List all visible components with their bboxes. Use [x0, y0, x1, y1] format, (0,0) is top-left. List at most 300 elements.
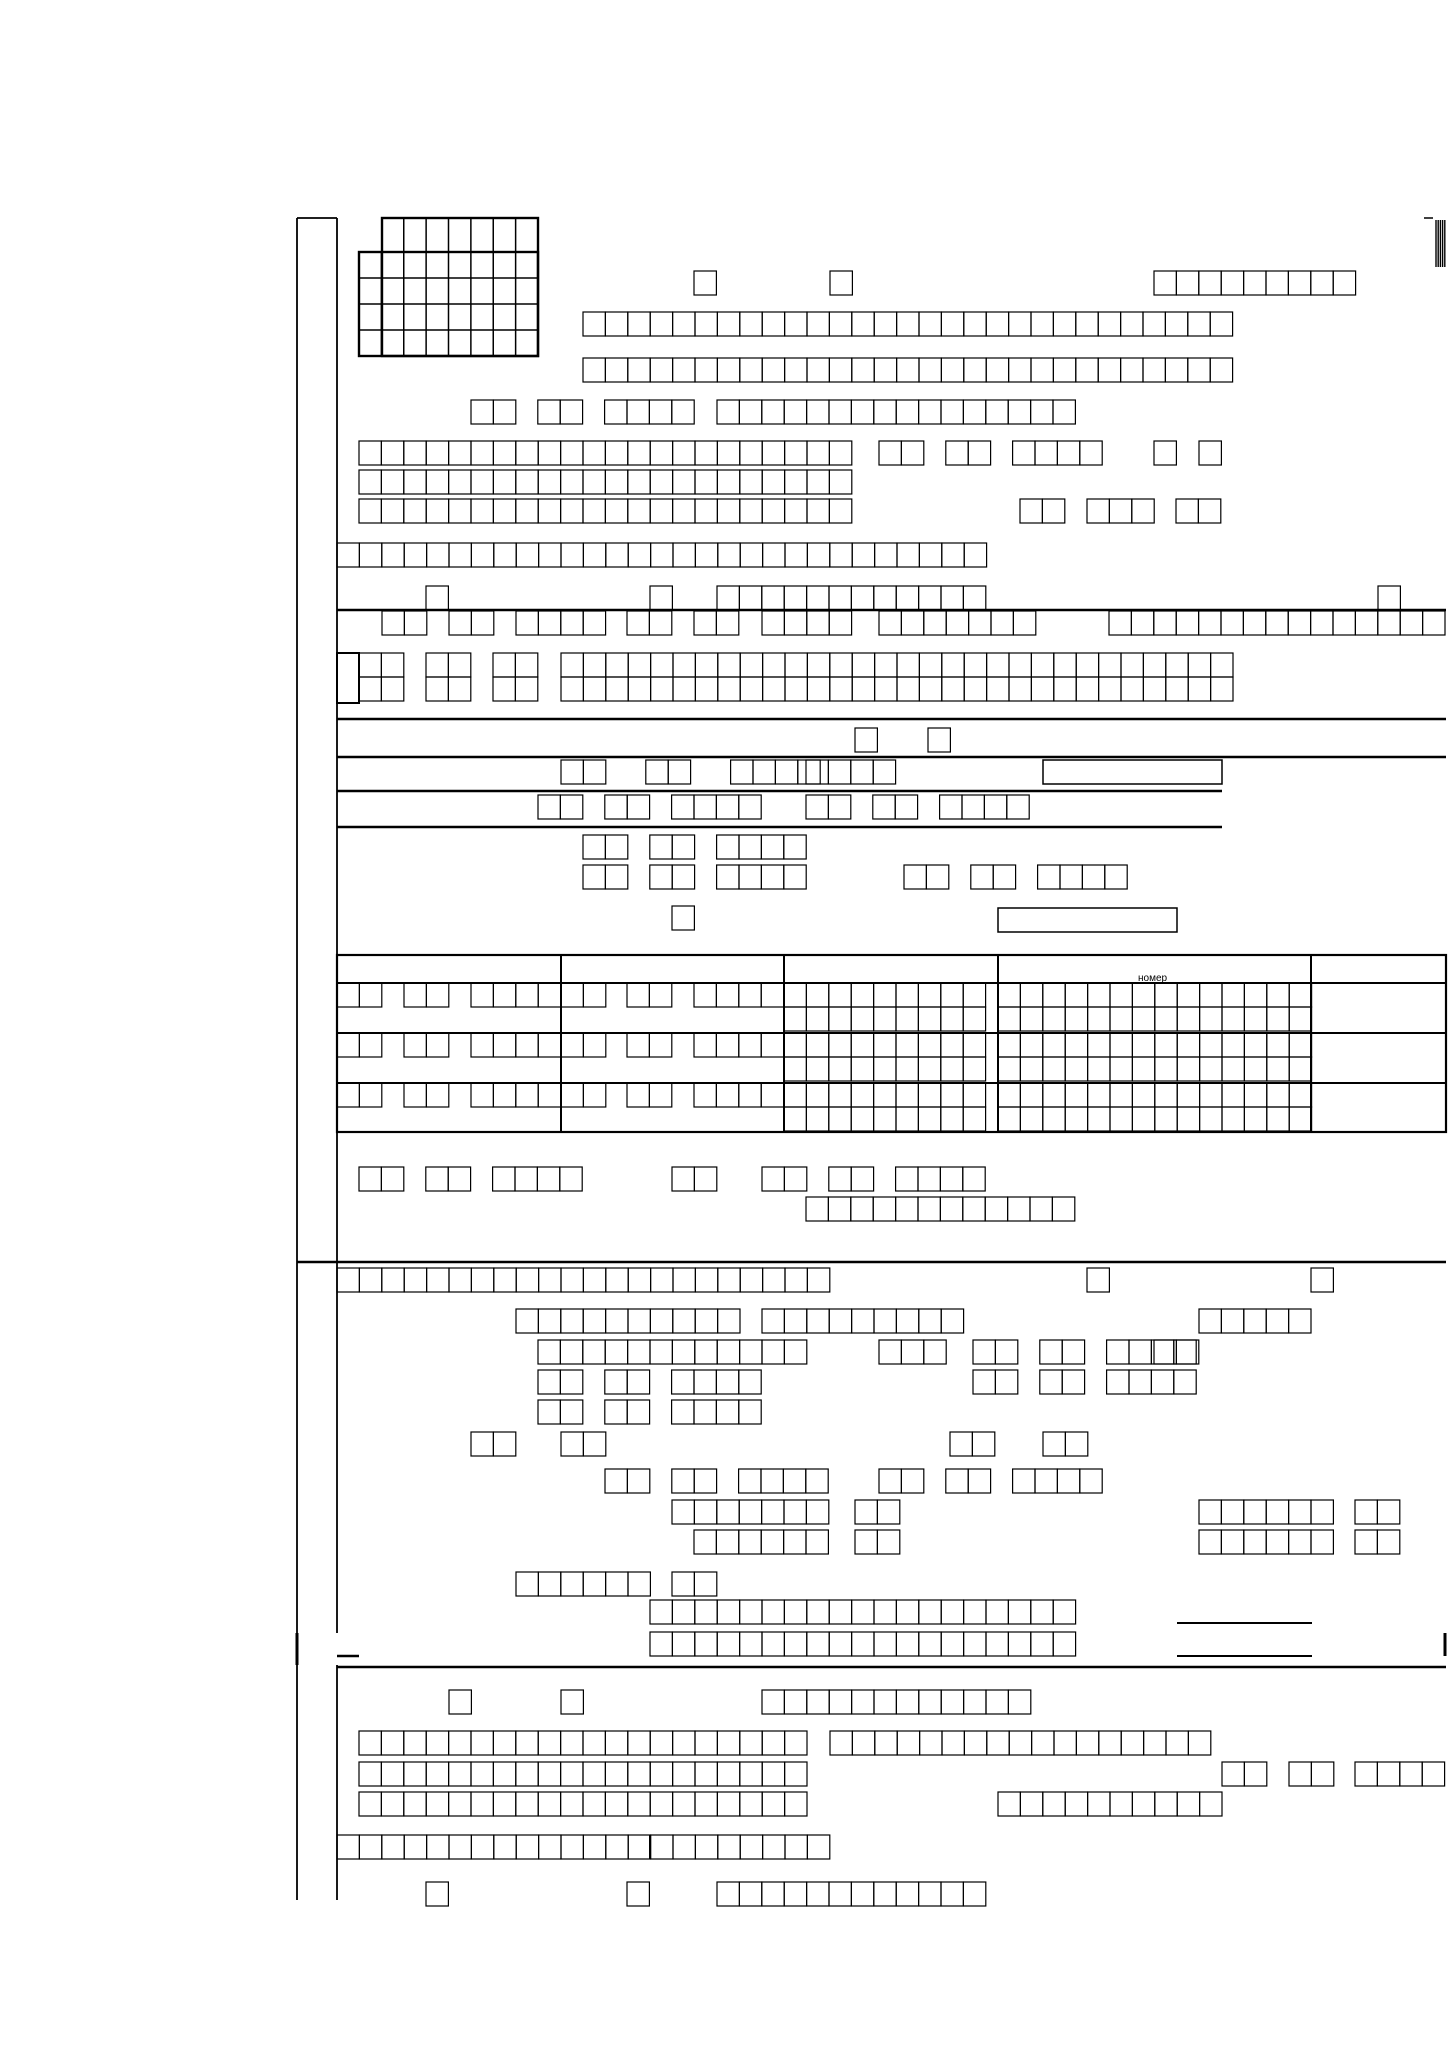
- char-cell[interactable]: [784, 1033, 806, 1057]
- char-cell[interactable]: [561, 1572, 583, 1596]
- char-cell[interactable]: [829, 1309, 851, 1333]
- char-cell[interactable]: [972, 1432, 994, 1456]
- char-cell[interactable]: [649, 400, 671, 424]
- char-cell[interactable]: [1110, 1057, 1132, 1081]
- char-cell[interactable]: [560, 1340, 582, 1364]
- char-cell[interactable]: [919, 358, 941, 382]
- char-cell[interactable]: [426, 1033, 448, 1057]
- char-cell[interactable]: [583, 1309, 605, 1333]
- char-cell[interactable]: [1057, 1469, 1079, 1493]
- char-cell[interactable]: [583, 677, 605, 701]
- char-cell[interactable]: [516, 441, 538, 465]
- char-cell[interactable]: [627, 1033, 649, 1057]
- char-cell[interactable]: [1176, 271, 1198, 295]
- char-cell[interactable]: [1266, 271, 1288, 295]
- char-cell[interactable]: [426, 1762, 448, 1786]
- char-cell[interactable]: [538, 1731, 560, 1755]
- char-cell[interactable]: [1221, 611, 1243, 635]
- char-cell[interactable]: [583, 470, 605, 494]
- char-cell[interactable]: [963, 1007, 985, 1031]
- char-cell[interactable]: [1289, 1057, 1311, 1081]
- char-cell[interactable]: [627, 795, 649, 819]
- char-cell[interactable]: [852, 1600, 874, 1624]
- char-cell[interactable]: [449, 1268, 471, 1292]
- char-cell[interactable]: [1355, 1530, 1377, 1554]
- char-cell[interactable]: [784, 1167, 806, 1191]
- char-cell[interactable]: [798, 760, 820, 784]
- char-cell[interactable]: [1243, 611, 1265, 635]
- char-cell[interactable]: [807, 1309, 829, 1333]
- char-cell[interactable]: [583, 1432, 605, 1456]
- char-cell[interactable]: [561, 441, 583, 465]
- char-cell[interactable]: [493, 983, 515, 1007]
- char-cell[interactable]: [874, 1309, 896, 1333]
- char-cell[interactable]: [471, 1083, 493, 1107]
- char-cell[interactable]: [918, 1107, 940, 1131]
- char-cell[interactable]: [963, 400, 985, 424]
- char-cell[interactable]: [761, 983, 783, 1007]
- char-cell[interactable]: [784, 400, 806, 424]
- char-cell[interactable]: [963, 586, 985, 610]
- char-cell[interactable]: [901, 1469, 923, 1493]
- char-cell[interactable]: [471, 441, 493, 465]
- char-cell[interactable]: [515, 1167, 537, 1191]
- char-cell[interactable]: [1221, 1309, 1243, 1333]
- char-cell[interactable]: [919, 543, 941, 567]
- char-cell[interactable]: [785, 1792, 807, 1816]
- char-cell[interactable]: [852, 1731, 874, 1755]
- char-cell[interactable]: [449, 1835, 471, 1859]
- char-cell[interactable]: [493, 441, 515, 465]
- char-cell[interactable]: [493, 1033, 515, 1057]
- char-cell[interactable]: [941, 1033, 963, 1057]
- char-cell[interactable]: [1244, 1500, 1266, 1524]
- char-cell[interactable]: [973, 1340, 995, 1364]
- char-cell[interactable]: [628, 470, 650, 494]
- char-cell[interactable]: [1088, 1792, 1110, 1816]
- char-cell[interactable]: [1020, 1033, 1042, 1057]
- char-cell[interactable]: [694, 1083, 716, 1107]
- char-cell[interactable]: [493, 499, 515, 523]
- char-cell[interactable]: [1200, 1007, 1222, 1031]
- char-cell[interactable]: [739, 1469, 761, 1493]
- char-cell[interactable]: [1199, 271, 1221, 295]
- char-cell[interactable]: [1422, 1762, 1444, 1786]
- char-cell[interactable]: [426, 586, 448, 610]
- char-cell[interactable]: [695, 499, 717, 523]
- char-cell[interactable]: [627, 611, 649, 635]
- char-cell[interactable]: [1040, 1340, 1062, 1364]
- char-cell[interactable]: [561, 677, 583, 701]
- char-cell[interactable]: [427, 1835, 449, 1859]
- char-cell[interactable]: [716, 1083, 738, 1107]
- char-cell[interactable]: [873, 760, 895, 784]
- char-cell[interactable]: [605, 795, 627, 819]
- char-cell[interactable]: [717, 865, 739, 889]
- char-cell[interactable]: [1043, 1007, 1065, 1031]
- char-cell[interactable]: [605, 1792, 627, 1816]
- char-cell[interactable]: [493, 1762, 515, 1786]
- char-cell[interactable]: [761, 1469, 783, 1493]
- char-cell[interactable]: [918, 1083, 940, 1107]
- char-cell[interactable]: [539, 1268, 561, 1292]
- char-cell[interactable]: [1165, 358, 1187, 382]
- char-cell[interactable]: [359, 1033, 381, 1057]
- char-cell[interactable]: [539, 543, 561, 567]
- char-cell[interactable]: [695, 470, 717, 494]
- char-cell[interactable]: [807, 470, 829, 494]
- char-cell[interactable]: [673, 312, 695, 336]
- char-cell[interactable]: [806, 795, 828, 819]
- char-cell[interactable]: [851, 400, 873, 424]
- char-cell[interactable]: [538, 1340, 560, 1364]
- char-cell[interactable]: [404, 1033, 426, 1057]
- char-cell[interactable]: [1087, 1268, 1109, 1292]
- char-cell[interactable]: [785, 1835, 807, 1859]
- char-cell[interactable]: [964, 1632, 986, 1656]
- char-cell[interactable]: [942, 1731, 964, 1755]
- char-cell[interactable]: [806, 1107, 828, 1131]
- char-cell[interactable]: [986, 1600, 1008, 1624]
- char-cell[interactable]: [516, 1762, 538, 1786]
- char-cell[interactable]: [829, 1033, 851, 1057]
- char-cell[interactable]: [1289, 1107, 1311, 1131]
- char-cell[interactable]: [993, 865, 1015, 889]
- char-cell[interactable]: [1177, 1083, 1199, 1107]
- char-cell[interactable]: [694, 611, 716, 635]
- char-cell[interactable]: [919, 586, 941, 610]
- char-cell[interactable]: [784, 865, 806, 889]
- char-cell[interactable]: [404, 1268, 426, 1292]
- char-cell[interactable]: [964, 312, 986, 336]
- char-cell[interactable]: [673, 677, 695, 701]
- char-cell[interactable]: [784, 1600, 806, 1624]
- char-cell[interactable]: [897, 677, 919, 701]
- char-cell[interactable]: [784, 1057, 806, 1081]
- char-cell[interactable]: [404, 1835, 426, 1859]
- char-cell[interactable]: [538, 1370, 560, 1394]
- char-cell[interactable]: [941, 1083, 963, 1107]
- char-cell[interactable]: [1267, 983, 1289, 1007]
- char-cell[interactable]: [605, 470, 627, 494]
- char-cell[interactable]: [1333, 611, 1355, 635]
- char-cell[interactable]: [895, 795, 917, 819]
- char-cell[interactable]: [896, 1632, 918, 1656]
- char-cell[interactable]: [1289, 1762, 1311, 1786]
- char-cell[interactable]: [964, 358, 986, 382]
- char-cell[interactable]: [946, 1469, 968, 1493]
- char-cell[interactable]: [628, 499, 650, 523]
- char-cell[interactable]: [739, 1083, 761, 1107]
- char-cell[interactable]: [896, 1007, 918, 1031]
- char-cell[interactable]: [694, 1033, 716, 1057]
- char-cell[interactable]: [874, 312, 896, 336]
- char-cell[interactable]: [877, 1500, 899, 1524]
- char-cell[interactable]: [650, 586, 672, 610]
- char-cell[interactable]: [627, 1370, 649, 1394]
- char-cell[interactable]: [852, 1309, 874, 1333]
- char-cell[interactable]: [1053, 1632, 1075, 1656]
- char-cell[interactable]: [628, 358, 650, 382]
- char-cell[interactable]: [879, 1340, 901, 1364]
- char-cell[interactable]: [806, 1530, 828, 1554]
- char-cell[interactable]: [1013, 441, 1035, 465]
- char-cell[interactable]: [672, 1167, 694, 1191]
- char-cell[interactable]: [583, 441, 605, 465]
- char-cell[interactable]: [998, 983, 1020, 1007]
- char-cell[interactable]: [1154, 441, 1176, 465]
- char-cell[interactable]: [897, 1731, 919, 1755]
- char-cell[interactable]: [918, 983, 940, 1007]
- char-cell[interactable]: [1009, 312, 1031, 336]
- char-cell[interactable]: [940, 1197, 962, 1221]
- char-cell[interactable]: [896, 1107, 918, 1131]
- char-cell[interactable]: [695, 358, 717, 382]
- char-cell[interactable]: [873, 1197, 895, 1221]
- char-cell[interactable]: [583, 1792, 605, 1816]
- char-cell[interactable]: [1065, 1033, 1087, 1057]
- char-cell[interactable]: [829, 1083, 851, 1107]
- char-cell[interactable]: [785, 1731, 807, 1755]
- char-cell[interactable]: [1266, 1309, 1288, 1333]
- char-cell[interactable]: [784, 835, 806, 859]
- char-cell[interactable]: [605, 1400, 627, 1424]
- char-cell[interactable]: [874, 400, 896, 424]
- char-cell[interactable]: [941, 1107, 963, 1131]
- char-cell[interactable]: [426, 677, 448, 701]
- char-cell[interactable]: [879, 1469, 901, 1493]
- char-cell[interactable]: [963, 1167, 985, 1191]
- char-cell[interactable]: [404, 1731, 426, 1755]
- char-cell[interactable]: [537, 1167, 559, 1191]
- char-cell[interactable]: [807, 653, 829, 677]
- char-cell[interactable]: [649, 983, 671, 1007]
- char-cell[interactable]: [359, 1762, 381, 1786]
- char-cell[interactable]: [1031, 1632, 1053, 1656]
- char-cell[interactable]: [1076, 312, 1098, 336]
- char-cell[interactable]: [605, 1370, 627, 1394]
- char-cell[interactable]: [806, 1500, 828, 1524]
- char-cell[interactable]: [538, 795, 560, 819]
- char-cell[interactable]: [762, 1600, 784, 1624]
- char-cell[interactable]: [672, 1572, 694, 1596]
- char-cell[interactable]: [560, 1167, 582, 1191]
- char-cell[interactable]: [851, 1007, 873, 1031]
- char-cell[interactable]: [1199, 1309, 1221, 1333]
- char-cell[interactable]: [717, 1731, 739, 1755]
- char-cell[interactable]: [901, 611, 923, 635]
- char-cell[interactable]: [873, 795, 895, 819]
- char-cell[interactable]: [830, 271, 852, 295]
- char-cell[interactable]: [471, 1033, 493, 1057]
- char-cell[interactable]: [874, 1083, 896, 1107]
- char-cell[interactable]: [606, 1268, 628, 1292]
- char-cell[interactable]: [806, 1007, 828, 1031]
- char-cell[interactable]: [762, 470, 784, 494]
- char-cell[interactable]: [998, 1083, 1020, 1107]
- char-cell[interactable]: [946, 611, 968, 635]
- char-cell[interactable]: [987, 677, 1009, 701]
- char-cell[interactable]: [1057, 441, 1079, 465]
- char-cell[interactable]: [1088, 1033, 1110, 1057]
- char-cell[interactable]: [1038, 865, 1060, 889]
- char-cell[interactable]: [763, 1835, 785, 1859]
- char-cell[interactable]: [1020, 1792, 1042, 1816]
- char-cell[interactable]: [1311, 1500, 1333, 1524]
- char-cell[interactable]: [337, 1033, 359, 1057]
- char-cell[interactable]: [1129, 1370, 1151, 1394]
- char-cell[interactable]: [668, 760, 690, 784]
- char-cell[interactable]: [605, 835, 627, 859]
- char-cell[interactable]: [673, 470, 695, 494]
- char-cell[interactable]: [561, 983, 583, 1007]
- char-cell[interactable]: [404, 1083, 426, 1107]
- char-cell[interactable]: [695, 1268, 717, 1292]
- char-cell[interactable]: [404, 470, 426, 494]
- char-cell[interactable]: [673, 358, 695, 382]
- char-cell[interactable]: [919, 1309, 941, 1333]
- char-cell[interactable]: [874, 1057, 896, 1081]
- char-cell[interactable]: [1082, 865, 1104, 889]
- char-cell[interactable]: [471, 400, 493, 424]
- char-cell[interactable]: [538, 400, 560, 424]
- char-cell[interactable]: [651, 543, 673, 567]
- char-cell[interactable]: [471, 1731, 493, 1755]
- char-cell[interactable]: [493, 1731, 515, 1755]
- char-cell[interactable]: [695, 1600, 717, 1624]
- char-cell[interactable]: [628, 1309, 650, 1333]
- char-cell[interactable]: [829, 586, 851, 610]
- char-cell[interactable]: [605, 400, 627, 424]
- char-cell[interactable]: [673, 441, 695, 465]
- char-cell[interactable]: [919, 312, 941, 336]
- char-cell[interactable]: [516, 1835, 538, 1859]
- char-cell[interactable]: [806, 1197, 828, 1221]
- char-cell[interactable]: [627, 1882, 649, 1906]
- char-cell[interactable]: [1009, 653, 1031, 677]
- char-cell[interactable]: [763, 1268, 785, 1292]
- char-cell[interactable]: [583, 1835, 605, 1859]
- char-cell[interactable]: [649, 1033, 671, 1057]
- char-cell[interactable]: [785, 543, 807, 567]
- char-cell[interactable]: [1176, 611, 1198, 635]
- char-cell[interactable]: [1053, 400, 1075, 424]
- char-cell[interactable]: [650, 1731, 672, 1755]
- char-cell[interactable]: [1131, 611, 1153, 635]
- char-cell[interactable]: [1076, 1731, 1098, 1755]
- char-cell[interactable]: [649, 1083, 671, 1107]
- char-cell[interactable]: [762, 1167, 784, 1191]
- char-cell[interactable]: [718, 1835, 740, 1859]
- char-cell[interactable]: [650, 835, 672, 859]
- char-cell[interactable]: [1013, 1469, 1035, 1493]
- char-cell[interactable]: [1008, 1632, 1030, 1656]
- char-cell[interactable]: [918, 1033, 940, 1057]
- char-cell[interactable]: [941, 400, 963, 424]
- char-cell[interactable]: [673, 1309, 695, 1333]
- char-cell[interactable]: [762, 400, 784, 424]
- char-cell[interactable]: [829, 1600, 851, 1624]
- char-cell[interactable]: [855, 728, 877, 752]
- char-cell[interactable]: [426, 1792, 448, 1816]
- char-cell[interactable]: [561, 1033, 583, 1057]
- char-cell[interactable]: [716, 1370, 738, 1394]
- char-cell[interactable]: [1244, 1057, 1266, 1081]
- char-cell[interactable]: [829, 441, 851, 465]
- char-cell[interactable]: [763, 653, 785, 677]
- char-cell[interactable]: [1053, 1600, 1075, 1624]
- char-cell[interactable]: [879, 611, 901, 635]
- char-cell[interactable]: [1076, 653, 1098, 677]
- char-cell[interactable]: [784, 1530, 806, 1554]
- char-cell[interactable]: [1222, 1762, 1244, 1786]
- char-cell[interactable]: [672, 1370, 694, 1394]
- char-cell[interactable]: [1400, 611, 1422, 635]
- char-cell[interactable]: [1210, 358, 1232, 382]
- char-cell[interactable]: [561, 760, 583, 784]
- char-cell[interactable]: [382, 611, 404, 635]
- char-cell[interactable]: [493, 1083, 515, 1107]
- char-cell[interactable]: [650, 358, 672, 382]
- char-cell[interactable]: [605, 441, 627, 465]
- char-cell[interactable]: [1020, 1057, 1042, 1081]
- char-cell[interactable]: [672, 1340, 694, 1364]
- char-cell[interactable]: [739, 1370, 761, 1394]
- char-cell[interactable]: [761, 835, 783, 859]
- char-cell[interactable]: [896, 1033, 918, 1057]
- char-cell[interactable]: [897, 653, 919, 677]
- char-cell[interactable]: [1198, 499, 1220, 523]
- char-cell[interactable]: [561, 1792, 583, 1816]
- char-cell[interactable]: [1174, 1340, 1196, 1364]
- char-cell[interactable]: [1143, 653, 1165, 677]
- char-cell[interactable]: [1031, 653, 1053, 677]
- char-cell[interactable]: [986, 1632, 1008, 1656]
- char-cell[interactable]: [1053, 358, 1075, 382]
- char-cell[interactable]: [493, 653, 515, 677]
- char-cell[interactable]: [1311, 271, 1333, 295]
- char-cell[interactable]: [1121, 653, 1143, 677]
- char-cell[interactable]: [695, 1632, 717, 1656]
- char-cell[interactable]: [538, 1083, 560, 1107]
- char-cell[interactable]: [762, 499, 784, 523]
- char-cell[interactable]: [717, 400, 739, 424]
- char-cell[interactable]: [852, 312, 874, 336]
- char-cell[interactable]: [901, 441, 923, 465]
- char-cell[interactable]: [807, 1690, 829, 1714]
- char-cell[interactable]: [918, 1007, 940, 1031]
- char-cell[interactable]: [784, 1690, 806, 1714]
- char-cell[interactable]: [471, 1762, 493, 1786]
- char-cell[interactable]: [829, 1167, 851, 1191]
- char-cell[interactable]: [650, 865, 672, 889]
- char-cell[interactable]: [998, 1057, 1020, 1081]
- char-cell[interactable]: [628, 543, 650, 567]
- char-cell[interactable]: [605, 499, 627, 523]
- char-cell[interactable]: [516, 1572, 538, 1596]
- char-cell[interactable]: [941, 312, 963, 336]
- char-cell[interactable]: [739, 865, 761, 889]
- char-cell[interactable]: [763, 543, 785, 567]
- char-cell[interactable]: [1166, 1731, 1188, 1755]
- char-cell[interactable]: [515, 677, 537, 701]
- char-cell[interactable]: [561, 1762, 583, 1786]
- char-cell[interactable]: [359, 677, 381, 701]
- char-cell[interactable]: [1031, 1600, 1053, 1624]
- char-cell[interactable]: [740, 358, 762, 382]
- char-cell[interactable]: [516, 1309, 538, 1333]
- char-cell[interactable]: [1289, 1309, 1311, 1333]
